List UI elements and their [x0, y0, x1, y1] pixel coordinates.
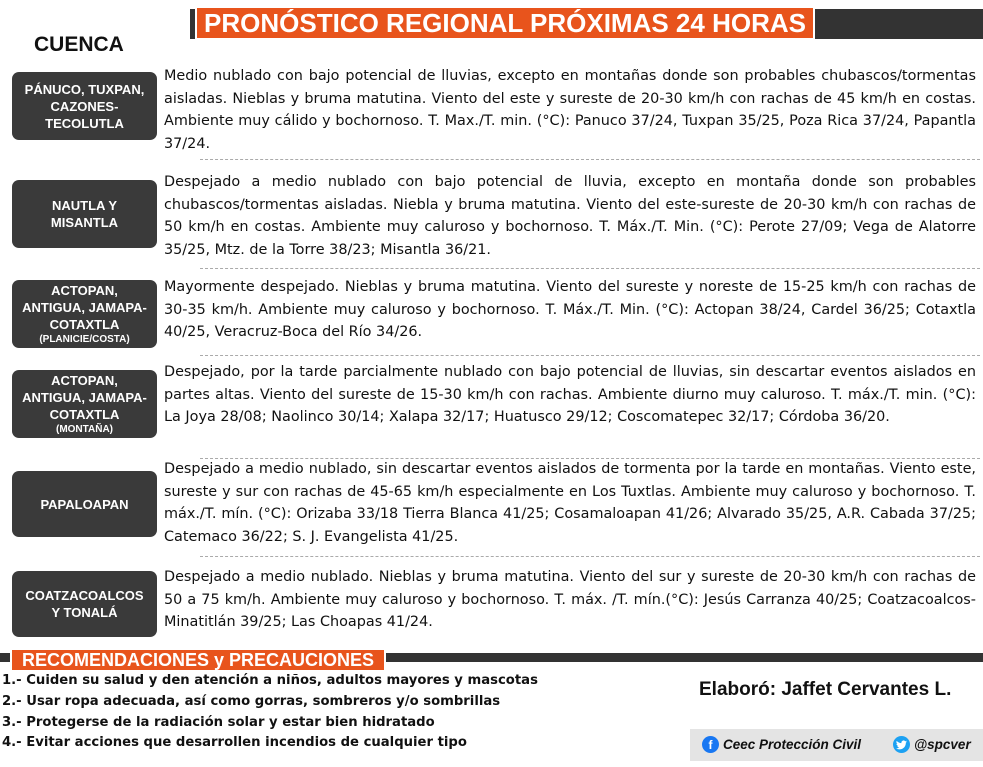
- facebook-handle: Ceec Protección Civil: [723, 737, 862, 752]
- region-label-line: TECOLUTLA: [45, 115, 124, 131]
- page-title: PRONÓSTICO REGIONAL PRÓXIMAS 24 HORAS: [204, 7, 806, 38]
- region-label-line: CAZONES-: [50, 98, 119, 114]
- region-label-line: ANTIGUA, JAMAPA-: [22, 390, 147, 405]
- facebook-icon: f: [702, 736, 719, 753]
- region-sublabel: (MONTAÑA): [55, 424, 114, 435]
- region-label-coatzacoalcos: [12, 571, 157, 637]
- twitter-icon: [893, 736, 910, 753]
- region-label-line: NAUTLA Y: [52, 198, 117, 213]
- recommendation-item: 4.- Evitar acciones que desarrollen incendios de cualquier tipo: [2, 735, 467, 751]
- author-credit: Elaboró: Jaffet Cervantes L.: [699, 679, 952, 700]
- region-label-actopan-costa: [12, 280, 157, 348]
- recommendation-item: 2.- Usar ropa adecuada, así como gorras, sombreros y/o sombrillas: [2, 693, 501, 709]
- forecast-text-actopan-montana: Despejado, por la tarde parcialmente nublado con bajo potencial de lluvias, sin descartar eventos aislados en partes altas. Viento del sureste de 15-30 km/h con rachas. Ambiente diurno muy caluroso. T. máx./T. min. (°C): La Joya 28/08; Naolinco 30/14; Xalapa 32/17; Huatusco 29/12; Coscomatepec 32/17; Córdoba 36/20.: [164, 364, 976, 426]
- divider: [200, 268, 980, 269]
- recommendations-title-box: [10, 648, 386, 672]
- region-label-line: ACTOPAN,: [51, 373, 118, 388]
- forecast-text-nautla: Despejado a medio nublado con bajo potencial de lluvia, excepto en montaña donde son probables chubascos/tormentas aisladas. Niebla y bruma matutina. Viento del este-sureste de 20-30 km/h con rachas de 50 km/h en costas. Ambiente muy caluroso y bochornoso. T. Máx./T. Min. (°C): Perote 27/09; Vega de Alatorre 35/25, Mtz. de la Torre 38/23; Misantla 36/21.: [164, 174, 976, 258]
- facebook-link[interactable]: [702, 736, 861, 753]
- recommendation-item: 1.- Cuiden su salud y den atención a niños, adultos mayores y mascotas: [2, 673, 538, 688]
- divider: [200, 355, 980, 356]
- region-sublabel: (PLANICIE/COSTA): [39, 334, 130, 345]
- header-title-box: [195, 6, 815, 40]
- region-label-panuco: [12, 72, 157, 140]
- region-label-line: Y TONALÁ: [51, 605, 118, 620]
- region-label-line: COTAXTLA: [49, 407, 120, 422]
- twitter-link[interactable]: [893, 736, 971, 753]
- divider: [200, 159, 980, 160]
- forecast-text-actopan-costa: Mayormente despejado. Nieblas y bruma matutina. Viento del sureste y noreste de 15-25 km/h con rachas de 30-35 km/h. Ambiente muy caluroso y bochornoso. T. Máx./T. Min. (°C): Actopan 38/24, Cardel 36/25; Cotaxtla 40/25, Veracruz-Boca del Río 34/26.: [164, 279, 976, 341]
- region-label-line: ANTIGUA, JAMAPA-: [22, 300, 147, 315]
- region-label-line: ACTOPAN,: [51, 283, 118, 298]
- recommendations-list: [2, 671, 538, 754]
- forecast-text-papaloapan: Despejado a medio nublado, sin descartar eventos aislados de tormenta por la tarde en montañas. Viento este, sureste y sur con rachas de 45-65 km/h especialmente en Los Tuxtlas. Ambiente muy caluroso y bochornoso. T. máx./T. mín. (°C): Orizaba 33/18 Tierra Blanca 41/25; Cosamaloapan 41/26; Alvarado 35/25, A.R. Cabada 37/25; Catemaco 36/22; S. J. Evangelista 41/25.: [164, 461, 976, 545]
- region-label-actopan-montana: [12, 370, 157, 438]
- forecast-text-panuco: Medio nublado con bajo potencial de lluvias, excepto en montañas donde son probables chubascos/tormentas aisladas. Nieblas y bruma matutina. Viento del este y sureste de 20-30 km/h con rachas de 45 km/h en costas. Ambiente muy cálido y bochornoso. T. Max./T. min. (°C): Panuco 37/24, Tuxpan 35/25, Poza Rica 37/24, Papantla 37/24.: [164, 68, 976, 152]
- region-label-papaloapan: [12, 471, 157, 537]
- section-label-cuenca: CUENCA: [34, 33, 124, 56]
- region-label-line: MISANTLA: [50, 215, 119, 230]
- region-label-nautla: [12, 180, 157, 248]
- twitter-handle: @spcver: [914, 737, 971, 752]
- region-label-line: COATZACOALCOS: [25, 588, 144, 603]
- recommendation-item: 3.- Protegerse de la radiación solar y estar bien hidratado: [2, 714, 435, 730]
- region-label-line: PÁNUCO, TUXPAN,: [24, 81, 145, 97]
- recommendations-title: RECOMENDACIONES y PRECAUCIONES: [21, 649, 375, 670]
- region-label-line: PAPALOAPAN: [40, 496, 129, 512]
- divider: [200, 556, 980, 557]
- region-label-line: COTAXTLA: [49, 317, 120, 332]
- forecast-text-coatzacoalcos: Despejado a medio nublado. Nieblas y bruma matutina. Viento del sur y sureste de 20-30 km/h con rachas de 50 a 75 km/h. Ambiente muy caluroso y bochornoso. T. máx. /T. mín.(°C): Jesús Carranza 40/25; Coatzacoalcos-Minatitlán 39/25; Las Choapas 41/24.: [164, 569, 976, 631]
